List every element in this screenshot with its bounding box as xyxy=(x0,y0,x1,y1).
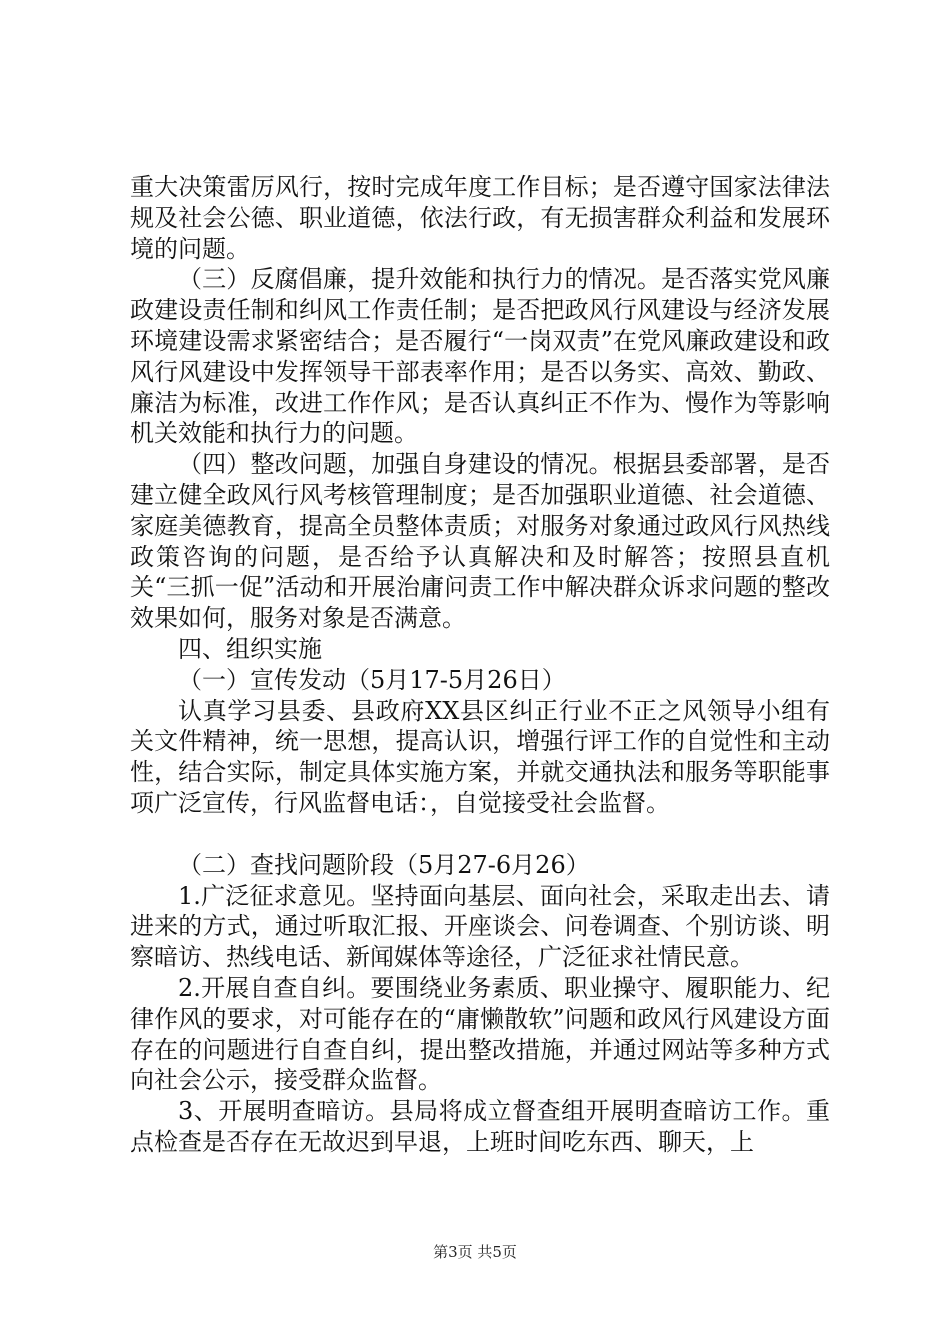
paragraph-section-4: （四）整改问题，加强自身建设的情况。根据县委部署，是否建立健全政风行风考核管理制度；是否加强职业道德、社会道德、家庭美德教育，提高全员整体责质；对服务对象通过政风行风热线政策咨询的问题，是否给予认真解决和及时解答；按照县直机关“三抓一促”活动和开展治庸问责工作中解决群众诉求问题的整改效果如何，服务对象是否满意。 xyxy=(130,450,830,633)
paragraph-publicity-details: 认真学习县委、县政府XX县区纠正行业不正之风领导小组有关文件精神，统一思想，提高认识，增强行评工作的自觉性和主动性，结合实际，制定具体实施方案，并就交通执法和服务等职能事项广泛宣传，行风监督电话：，自觉接受社会监督。 xyxy=(130,696,830,817)
document-body xyxy=(130,172,830,1158)
heading-find-problems-phase: （二）查找问题阶段（5月27-6月26） xyxy=(178,850,590,879)
heading-organize-implement: 四、组织实施 xyxy=(178,634,322,663)
paragraph-section-3: （三）反腐倡廉，提升效能和执行力的情况。是否落实党风廉政建设责任制和纠风工作责任制；是否把政风行风建设与经济发展环境建设需求紧密结合；是否履行“一岗双责”在党风廉政建设和政风行风建设中发挥领导干部表率作用；是否以务实、高效、勤政、廉洁为标准，改进工作作风；是否认真纠正不作为、慢作为等影响机关效能和执行力的问题。 xyxy=(130,265,830,448)
paragraph-solicit-opinions: 1.广泛征求意见。坚持面向基层、面向社会，采取走出去、请进来的方式，通过听取汇报、开座谈会、问卷调查、个别访谈、明察暗访、热线电话、新闻媒体等途径，广泛征求社情民意。 xyxy=(130,881,830,972)
paragraph-continuation: 重大决策雷厉风行，按时完成年度工作目标；是否遵守国家法律法规及社会公德、职业道德，依法行政，有无损害群众利益和发展环境的问题。 xyxy=(130,173,830,263)
heading-publicity-phase: （一）宣传发动（5月17-5月26日） xyxy=(178,665,566,694)
paragraph-inspection-visits: 3、开展明查暗访。县局将成立督查组开展明查暗访工作。重点检查是否存在无故迟到早退，上班时间吃东西、聊天，上 xyxy=(130,1097,830,1156)
paragraph-self-inspection: 2.开展自查自纠。要围绕业务素质、职业操守、履职能力、纪律作风的要求，对可能存在的“庸懒散软”问题和政风行风建设方面存在的问题进行自查自纠，提出整改措施，并通过网站等多种方式向社会公示，接受群众监督。 xyxy=(130,973,830,1095)
page-number-footer: 第3页 共5页 xyxy=(433,1243,517,1261)
